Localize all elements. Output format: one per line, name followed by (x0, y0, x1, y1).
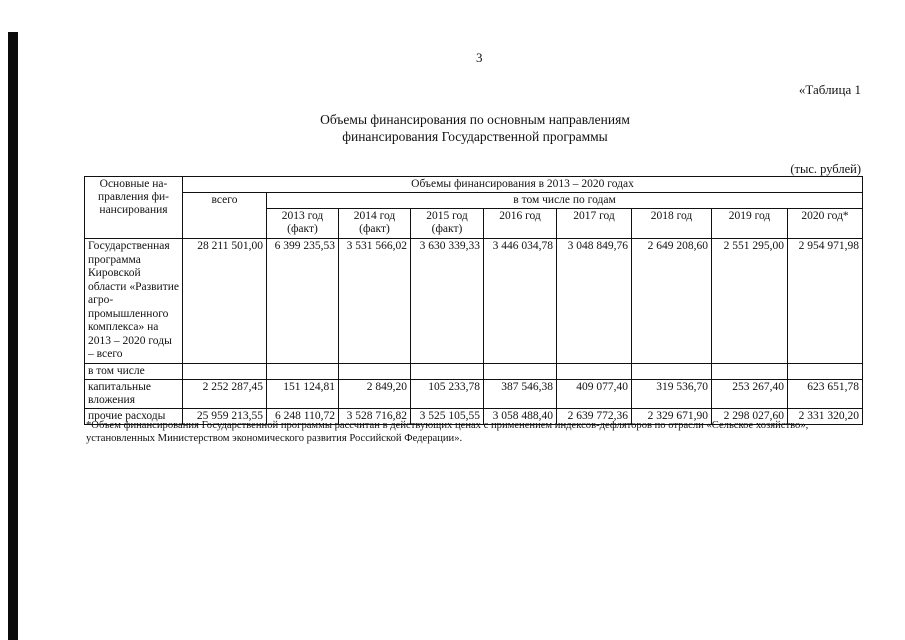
row-other-2018: 2 329 671,90 (632, 408, 712, 424)
header-year-2014: 2014 год (факт) (339, 209, 411, 239)
row-capital-2015: 105 233,78 (411, 379, 484, 408)
table-row (85, 363, 863, 379)
header-year-2017: 2017 год (557, 209, 632, 239)
title-line-2: финансирования Государственной программы (342, 129, 608, 144)
document-title (300, 111, 650, 145)
table-row (85, 379, 863, 408)
row-other-2016: 3 058 488,40 (484, 408, 557, 424)
row-program-2020: 2 954 971,98 (788, 239, 863, 364)
row-capital-2018: 319 536,70 (632, 379, 712, 408)
row-capital-label: капитальные вложения (85, 379, 183, 408)
row-capital-2017: 409 077,40 (557, 379, 632, 408)
table-row (85, 239, 863, 364)
row-other-2015: 3 525 105,55 (411, 408, 484, 424)
row-capital-total: 2 252 287,45 (183, 379, 267, 408)
row-capital-2016: 387 546,38 (484, 379, 557, 408)
row-program-2018: 2 649 208,60 (632, 239, 712, 364)
title-line-1: Объемы финансирования по основным направлениям (320, 112, 630, 127)
row-other-2020: 2 331 320,20 (788, 408, 863, 424)
header-year-2016: 2016 год (484, 209, 557, 239)
row-program-2016: 3 446 034,78 (484, 239, 557, 364)
header-year-2020: 2020 год* (788, 209, 863, 239)
row-program-2013: 6 399 235,53 (267, 239, 339, 364)
header-total: всего (183, 193, 267, 239)
page-number: 3 (476, 50, 483, 65)
row-other-label: прочие расходы (85, 408, 183, 424)
header-year-2015: 2015 год (факт) (411, 209, 484, 239)
header-year-2013: 2013 год (факт) (267, 209, 339, 239)
row-other-2017: 2 639 772,36 (557, 408, 632, 424)
scan-edge-bar (8, 32, 18, 640)
row-program-label: Государственная программа Кировской области «Развитие агро-промышленного комплекса» на 2013 – 2020 годы – всего (85, 239, 183, 364)
header-year-2018: 2018 год (632, 209, 712, 239)
row-capital-2014: 2 849,20 (339, 379, 411, 408)
row-other-total: 25 959 213,55 (183, 408, 267, 424)
header-directions: Основные на-правления фи-нансирования (85, 177, 183, 239)
row-capital-2020: 623 651,78 (788, 379, 863, 408)
row-other-2019: 2 298 027,60 (712, 408, 788, 424)
row-capital-2013: 151 124,81 (267, 379, 339, 408)
row-other-2013: 6 248 110,72 (267, 408, 339, 424)
row-including-label: в том числе (85, 363, 183, 379)
table-footnote: *Объем финансирования Государственной программы рассчитан в действующих ценах с применением индексов-дефляторов по отрасли «Сельское хозяйство», установленных Министерством экономического развития Российской Федерации». (86, 420, 809, 444)
row-program-total: 28 211 501,00 (183, 239, 267, 364)
financing-table (84, 176, 863, 425)
header-by-year: в том числе по годам (267, 193, 863, 209)
unit-label: (тыс. рублей) (790, 162, 861, 176)
row-program-2019: 2 551 295,00 (712, 239, 788, 364)
row-program-2015: 3 630 339,33 (411, 239, 484, 364)
row-program-2017: 3 048 849,76 (557, 239, 632, 364)
row-program-2014: 3 531 566,02 (339, 239, 411, 364)
row-capital-2019: 253 267,40 (712, 379, 788, 408)
row-other-2014: 3 528 716,82 (339, 408, 411, 424)
header-financing-group: Объемы финансирования в 2013 – 2020 годах (183, 177, 863, 193)
table-label: «Таблица 1 (798, 82, 861, 97)
header-year-2019: 2019 год (712, 209, 788, 239)
